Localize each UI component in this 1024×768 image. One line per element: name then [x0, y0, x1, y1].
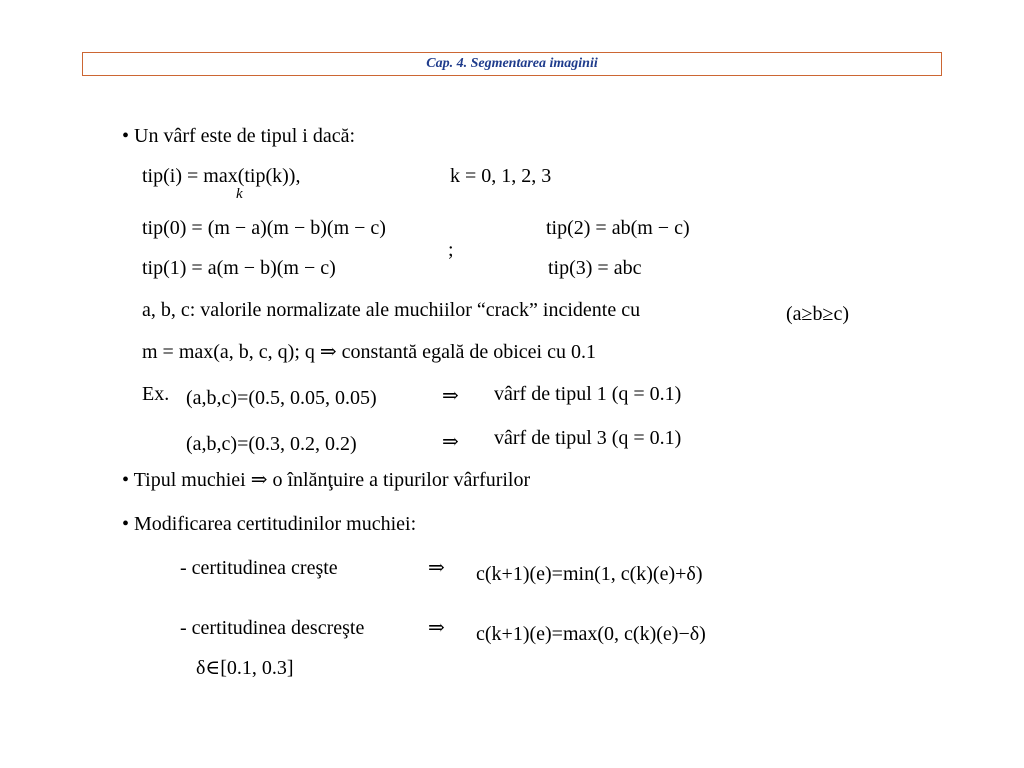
edge-type-bullet: • Tipul muchiei ⇒ o înlănţuire a tipurilor vârfurilor [122, 469, 531, 491]
delta-range: δ∈[0.1, 0.3] [196, 657, 294, 679]
m-definition: m = max(a, b, c, q); q ⇒ constantă egală de obicei cu 0.1 [142, 341, 596, 363]
semicolon: ; [448, 239, 454, 261]
tip0-formula: tip(0) = (m − a)(m − b)(m − c) [142, 217, 386, 239]
example2-tuple: (a,b,c)=(0.3, 0.2, 0.2) [186, 433, 357, 455]
example-label: Ex. [142, 383, 170, 405]
max-subscript: k [236, 186, 243, 202]
decrease-arrow: ⇒ [428, 617, 445, 639]
intro-bullet: • Un vârf este de tipul i dacă: [122, 125, 356, 147]
example2-arrow: ⇒ [442, 431, 459, 453]
example2-result: vârf de tipul 3 (q = 0.1) [494, 427, 682, 449]
example1-result: vârf de tipul 1 (q = 0.1) [494, 383, 682, 405]
modify-bullet: • Modificarea certitudinilor muchiei: [122, 513, 417, 535]
decrease-formula: c(k+1)(e)=max(0, c(k)(e)−δ) [476, 623, 706, 645]
k-range: k = 0, 1, 2, 3 [450, 165, 552, 187]
max-formula: tip(i) = max(tip(k)), [142, 165, 301, 187]
example1-tuple: (a,b,c)=(0.5, 0.05, 0.05) [186, 387, 377, 409]
tip3-formula: tip(3) = abc [548, 257, 642, 279]
abc-order: (a≥b≥c) [786, 303, 850, 325]
slide-header: Cap. 4. Segmentarea imaginii [82, 52, 942, 76]
abc-description: a, b, c: valorile normalizate ale muchiilor “crack” incidente cu [142, 299, 641, 321]
decrease-label: - certitudinea descreşte [180, 617, 365, 639]
increase-label: - certitudinea creşte [180, 557, 338, 579]
tip2-formula: tip(2) = ab(m − c) [546, 217, 690, 239]
increase-formula: c(k+1)(e)=min(1, c(k)(e)+δ) [476, 563, 703, 585]
example1-arrow: ⇒ [442, 385, 459, 407]
tip1-formula: tip(1) = a(m − b)(m − c) [142, 257, 336, 279]
increase-arrow: ⇒ [428, 557, 445, 579]
